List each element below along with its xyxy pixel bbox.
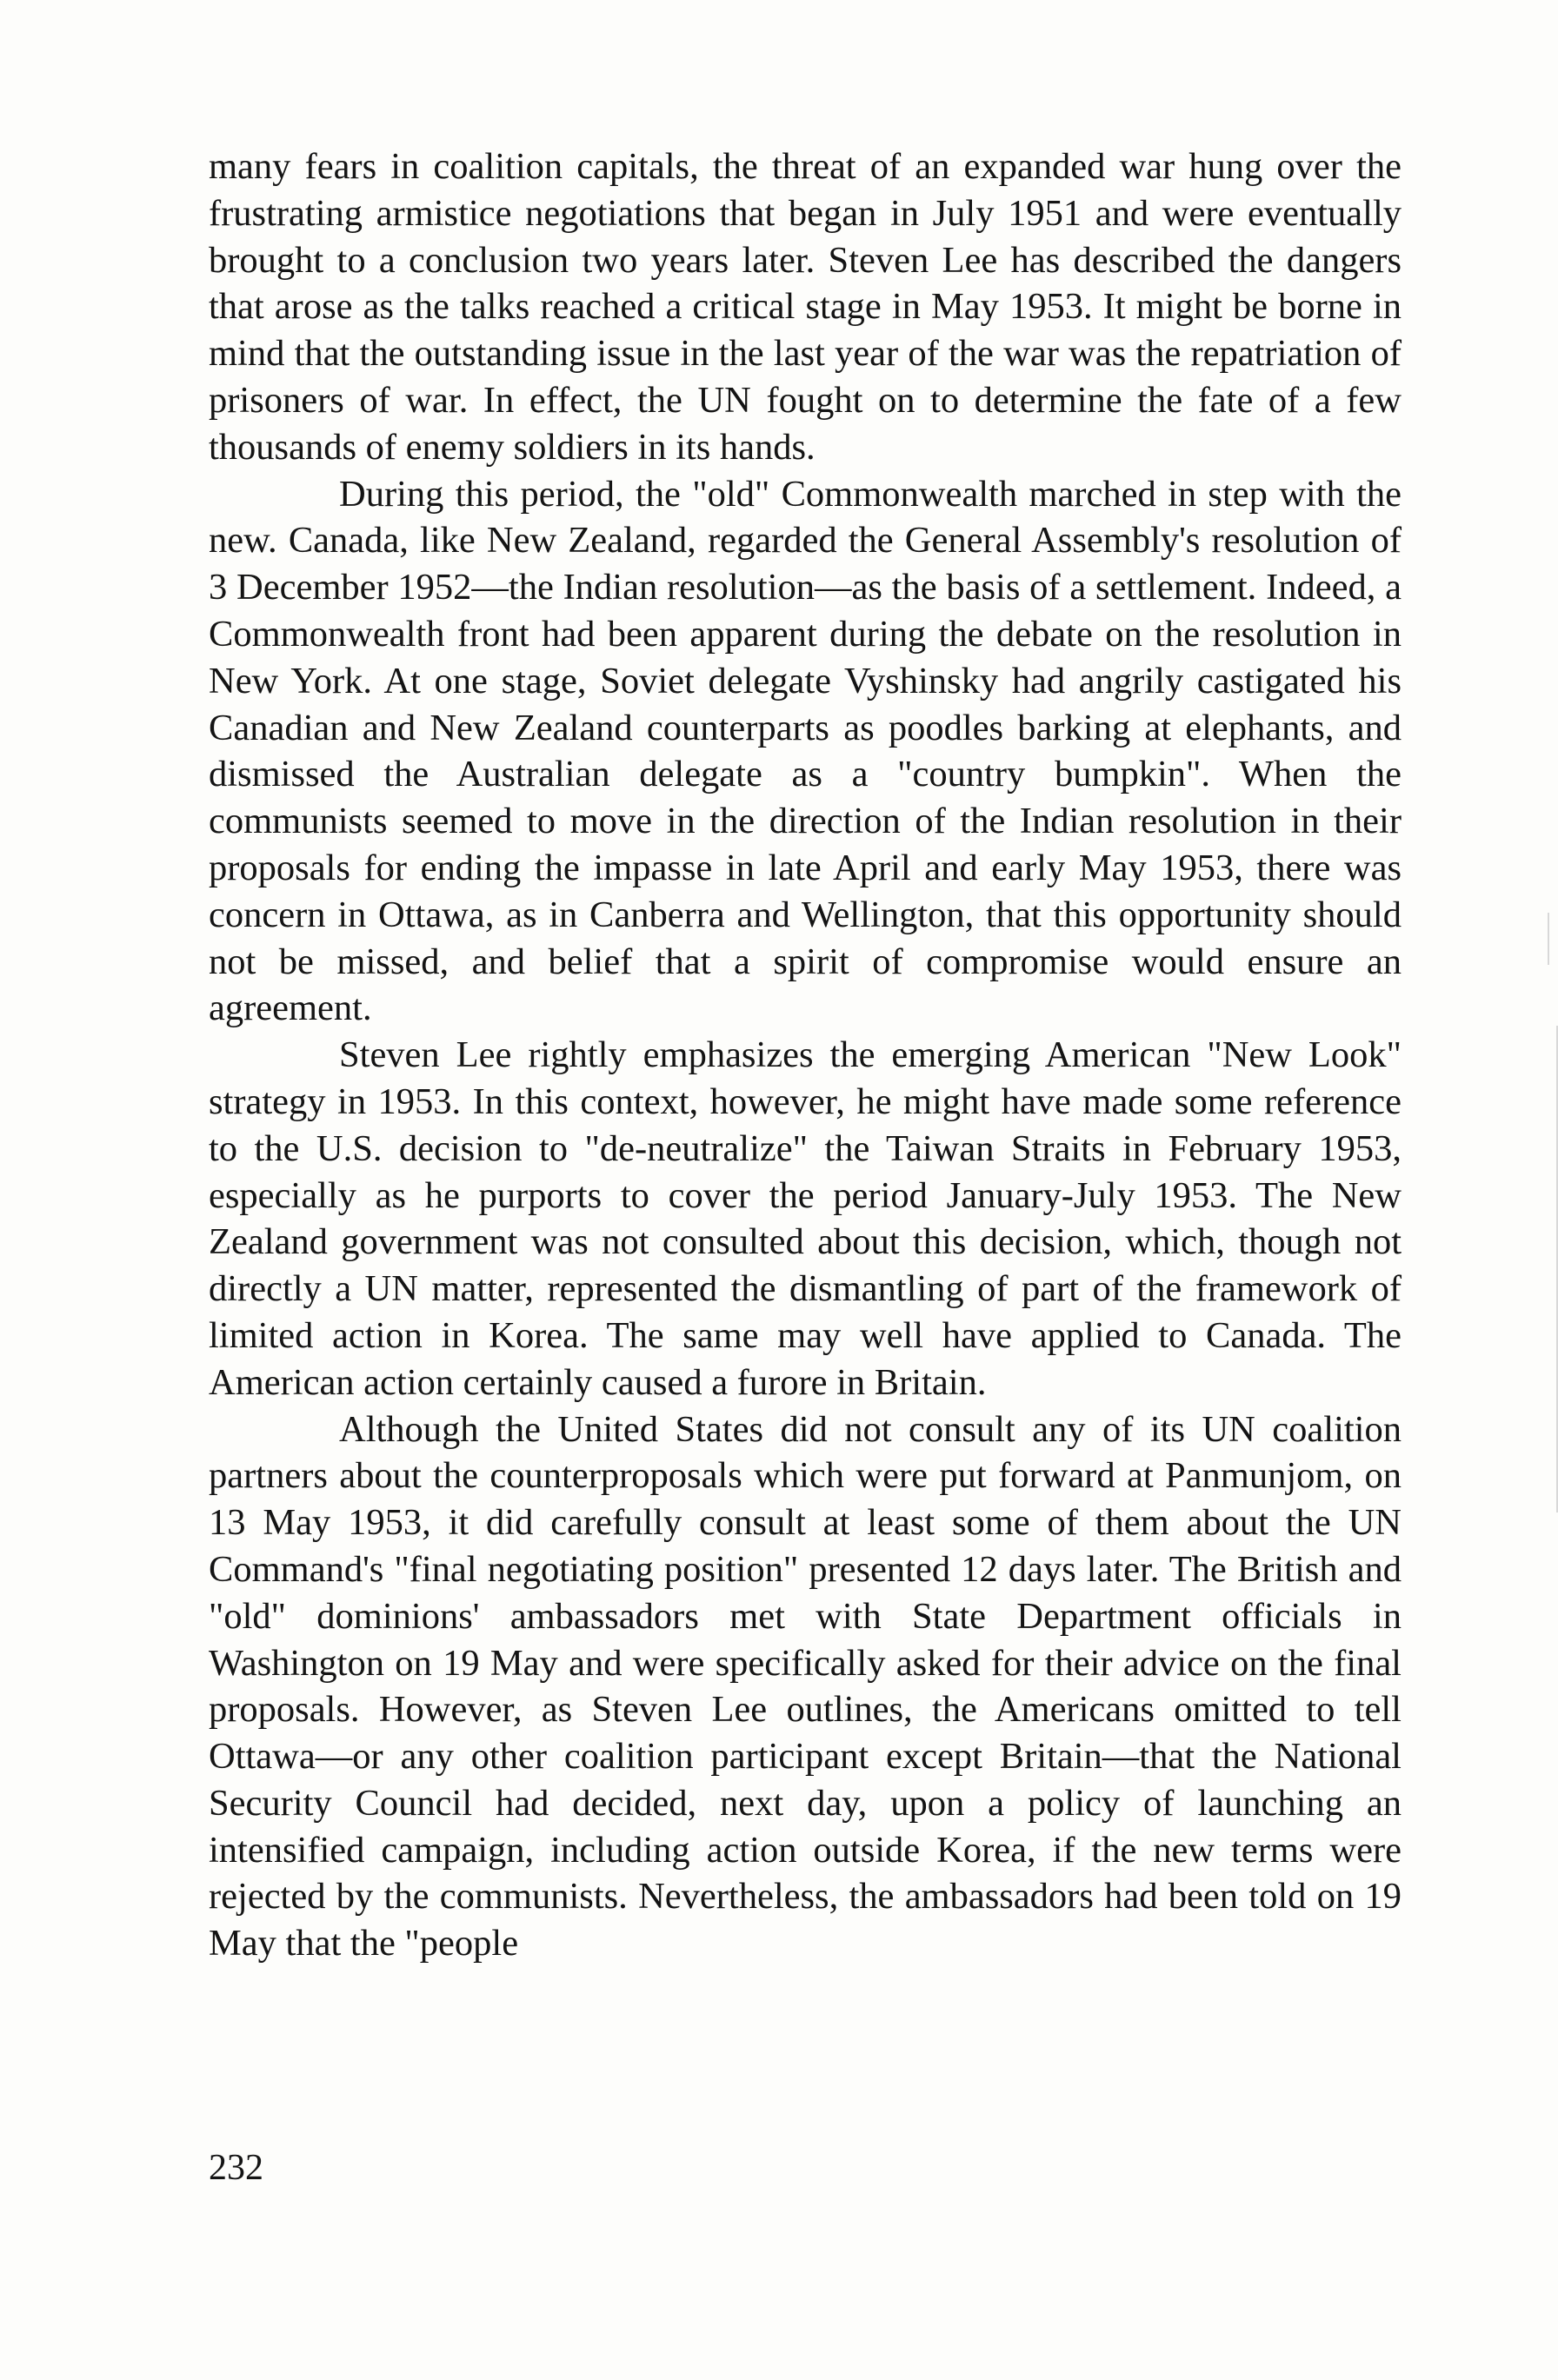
paragraph-3: Steven Lee rightly emphasizes the emerging American "New Look" strategy in 1953. In this context, however, he might have made some reference to the U.S. decision to "de-neutralize" the Taiwan Straits in February 1953, especially as he purports to cover the period January-July 1953. The New Zealand government was not consulted about this decision, which, though not directly a UN matter, represented the dismantling of part of the framework of limited action in Korea. The same may well have applied to Canada. The American action certainly caused a furore in Britain. <box>209 1034 1402 1403</box>
scan-artifact-line <box>1548 913 1549 965</box>
page-number: 232 <box>209 2148 263 2188</box>
body-text <box>209 143 1402 1967</box>
paragraph-4: Although the United States did not consult any of its UN coalition partners about the counterproposals which were put forward at Panmunjom, on 13 May 1953, it did carefully consult at least some of them about the UN Command's "final negotiating position" presented 12 days later. The British and "old" dominions' ambassadors met with State Department officials in Washington on 19 May and were specifically asked for their advice on the final proposals. However, as Steven Lee outlines, the Americans omitted to tell Ottawa—or any other coalition participant except Britain—that the National Security Council had decided, next day, upon a policy of launching an intensified campaign, including action outside Korea, if the new terms were rejected by the communists. Nevertheless, the ambassadors had been told on 19 May that the "people <box>209 1408 1402 1964</box>
paragraph-2: During this period, the "old" Commonwealth marched in step with the new. Canada, like New Zealand, regarded the General Assembly's resolution of 3 December 1952—the Indian resolution—as the basis of a settlement. Indeed, a Commonwealth front had been apparent during the debate on the resolution in New York. At one stage, Soviet delegate Vyshinsky had angrily castigated his Canadian and New Zealand counterparts as poodles barking at elephants, and dismissed the Australian delegate as a "country bumpkin". When the communists seemed to move in the direction of the Indian resolution in their proposals for ending the impasse in late April and early May 1953, there was concern in Ottawa, as in Canberra and Wellington, that this opportunity should not be missed, and belief that a spirit of compromise would ensure an agreement. <box>209 473 1402 1029</box>
paragraph-1: many fears in coalition capitals, the threat of an expanded war hung over the frustrating armistice negotiations that began in July 1951 and were eventually brought to a conclusion two years later. Steven Lee has described the dangers that arose as the talks reached a critical stage in May 1953. It might be borne in mind that the outstanding issue in the last year of the war was the repatriation of prisoners of war. In effect, the UN fought on to determine the fate of a few thousands of enemy soldiers in its hands. <box>209 146 1402 468</box>
